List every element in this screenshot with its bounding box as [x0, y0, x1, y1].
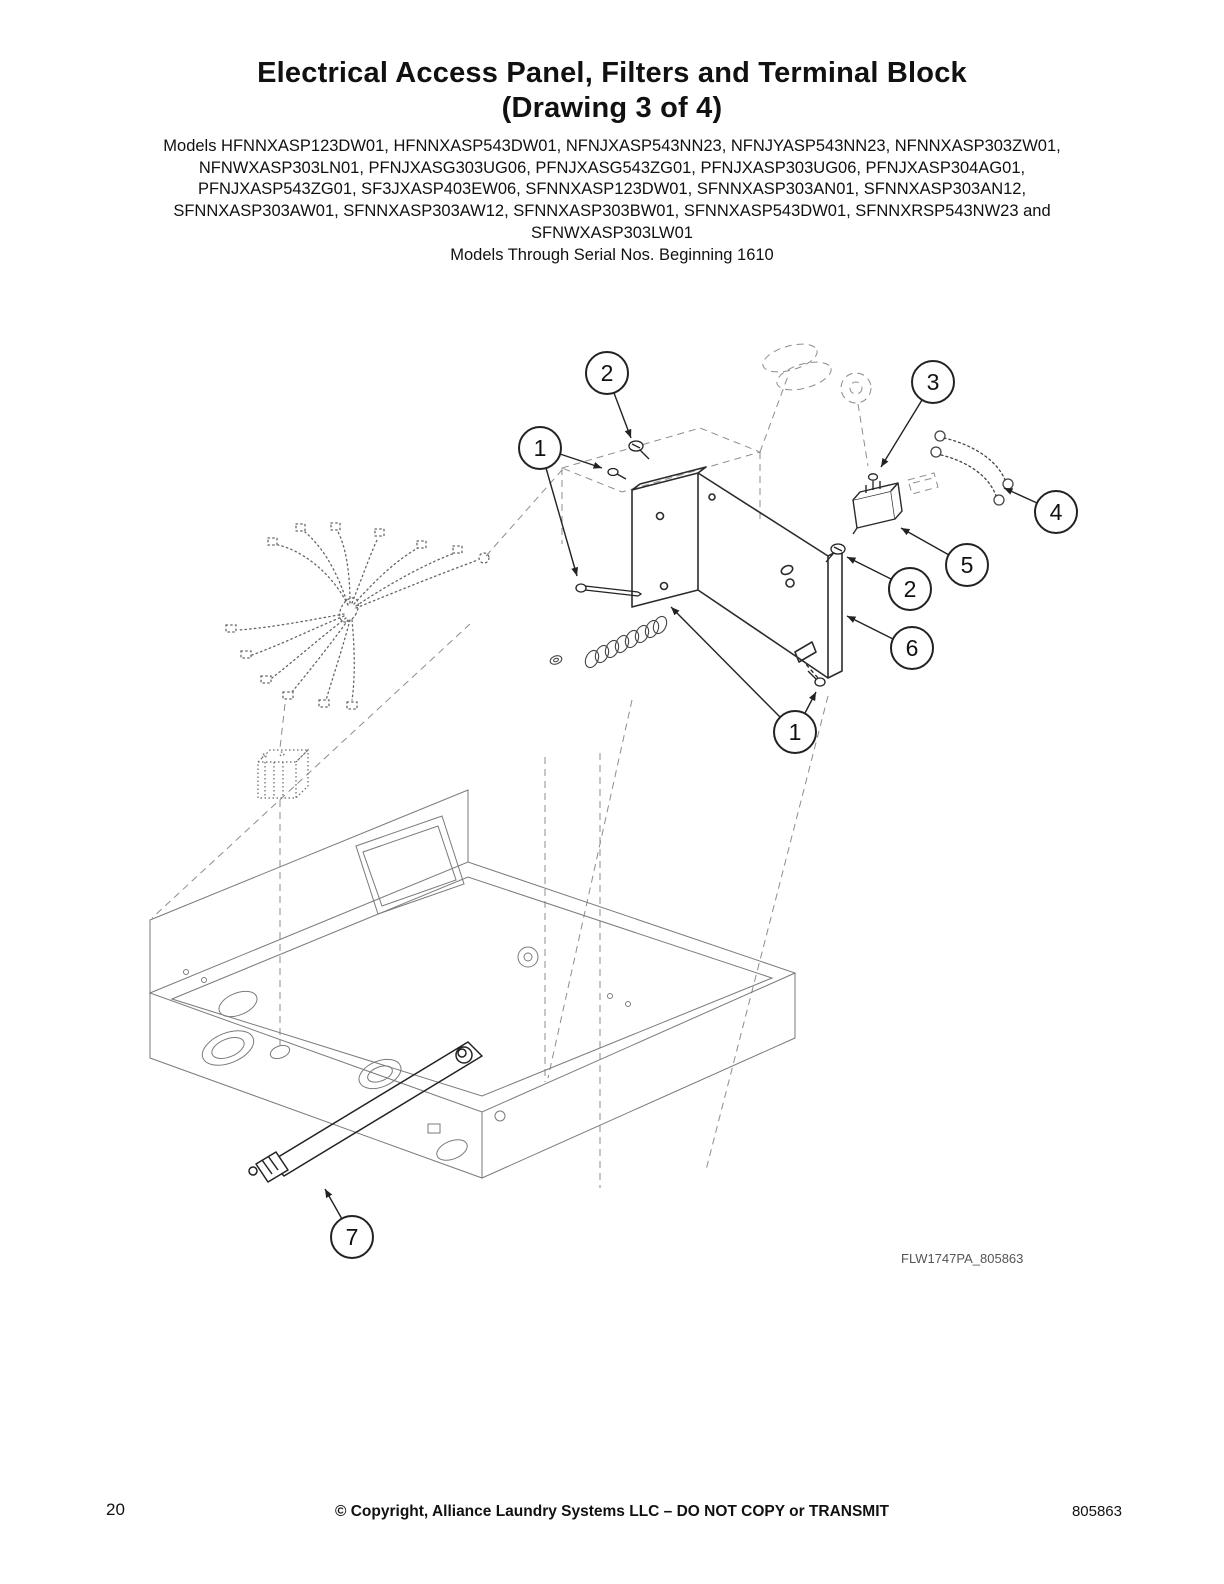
callout-balloon-6 [891, 627, 933, 669]
callout-number: 6 [905, 635, 919, 661]
callout-balloon-4 [1035, 491, 1077, 533]
flexible-conduit [549, 614, 669, 669]
callout-number: 5 [960, 552, 974, 578]
callout-balloon-7 [331, 1216, 373, 1258]
model-list-line: SFNNXASP303AW01, SFNNXASP303AW12, SFNNXASP303BW01, SFNNXASP543DW01, SFNNXRSP543NW23 and [173, 202, 1051, 221]
callout-number: 4 [1049, 499, 1063, 525]
callout-number: 2 [600, 360, 614, 386]
screw-item1-upper [608, 469, 626, 480]
callout-balloons [331, 352, 1077, 1258]
callout-number: 1 [788, 719, 802, 745]
callout-leaders [325, 393, 1037, 1219]
callout-balloon-1a [519, 427, 561, 469]
model-list-line: NFNWXASP303LN01, PFNJXASG303UG06, PFNJXASG543ZG01, PFNJXASP303UG06, PFNJXASP304AG01, [198, 158, 1026, 177]
access-panel-bracket [632, 467, 842, 678]
doc-number: 805863 [1071, 1503, 1122, 1520]
callout-balloon-2a [586, 352, 628, 394]
callout-number: 1 [533, 435, 547, 461]
page-header [0, 56, 1224, 267]
page-title-line2: (Drawing 3 of 4) [501, 91, 723, 124]
callout-number: 7 [345, 1224, 359, 1250]
connector-ghost [908, 473, 938, 494]
figure-code: FLW1747PA_805863 [901, 1251, 1024, 1266]
page-title-line1: Electrical Access Panel, Filters and Terminal Block [257, 57, 967, 89]
model-list-line: PFNJXASP543ZG01, SF3JXASP403EW06, SFNNXASP123DW01, SFNNXASP303AN01, SFNNXASP303AN12, [197, 180, 1027, 199]
ground-strap [249, 1042, 482, 1182]
callout-balloon-2b [889, 568, 931, 610]
callout-balloon-3 [912, 361, 954, 403]
callout-balloon-5 [946, 544, 988, 586]
page-number: 20 [106, 1500, 125, 1519]
cabinet-base [150, 790, 795, 1178]
contactor [258, 750, 308, 798]
screws [576, 441, 878, 686]
callout-number: 3 [926, 369, 940, 395]
serial-note: Models Through Serial Nos. Beginning 1610 [450, 246, 774, 265]
copyright-line: © Copyright, Alliance Laundry Systems LLC – DO NOT COPY or TRANSMIT [335, 1503, 889, 1520]
callout-balloon-1b [774, 711, 816, 753]
model-list [0, 136, 1224, 268]
model-list-line: Models HFNNXASP123DW01, HFNNXASP543DW01, NFNJXASP543NN23, NFNJYASP543NN23, NFNNXASP303ZW01, [163, 136, 1061, 155]
callout-number: 2 [903, 576, 917, 602]
filter-wires [931, 431, 1013, 505]
wire-harness [226, 523, 489, 709]
filter-relay-block [853, 481, 902, 534]
model-list-line: SFNWXASP303LW01 [530, 224, 693, 243]
